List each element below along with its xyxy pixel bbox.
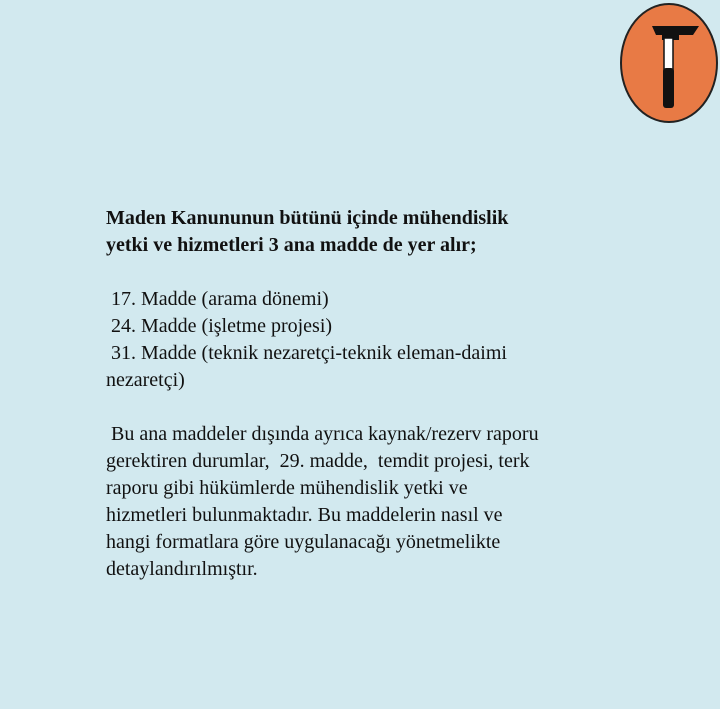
paragraph-line-6: detaylandırılmıştır. — [106, 558, 258, 580]
heading-line-2: yetki ve hizmetleri 3 ana madde de yer alır; — [106, 234, 477, 256]
article-31: 31. Madde (teknik nezaretçi-teknik eleman-daimi — [106, 342, 507, 364]
article-24: 24. Madde (işletme projesi) — [106, 315, 333, 337]
paragraph-line-4: hizmetleri bulunmaktadır. Bu maddelerin nasıl ve — [106, 504, 503, 526]
heading-line-1: Maden Kanununun bütünü içinde mühendislik — [106, 207, 509, 229]
hammer-icon — [619, 2, 719, 124]
document-body — [106, 205, 646, 583]
paragraph-line-1: Bu ana maddeler dışında ayrıca kaynak/rezerv raporu — [106, 423, 539, 445]
paragraph-line-5: hangi formatlara göre uygulanacağı yönetmelikte — [106, 531, 501, 553]
logo-badge — [619, 2, 719, 124]
article-31-continued: nezaretçi) — [106, 369, 185, 391]
article-17: 17. Madde (arama dönemi) — [106, 288, 329, 310]
paragraph-line-2: gerektiren durumlar, 29. madde, temdit projesi, terk — [106, 450, 530, 472]
paragraph-line-3: raporu gibi hükümlerde mühendislik yetki ve — [106, 477, 468, 499]
